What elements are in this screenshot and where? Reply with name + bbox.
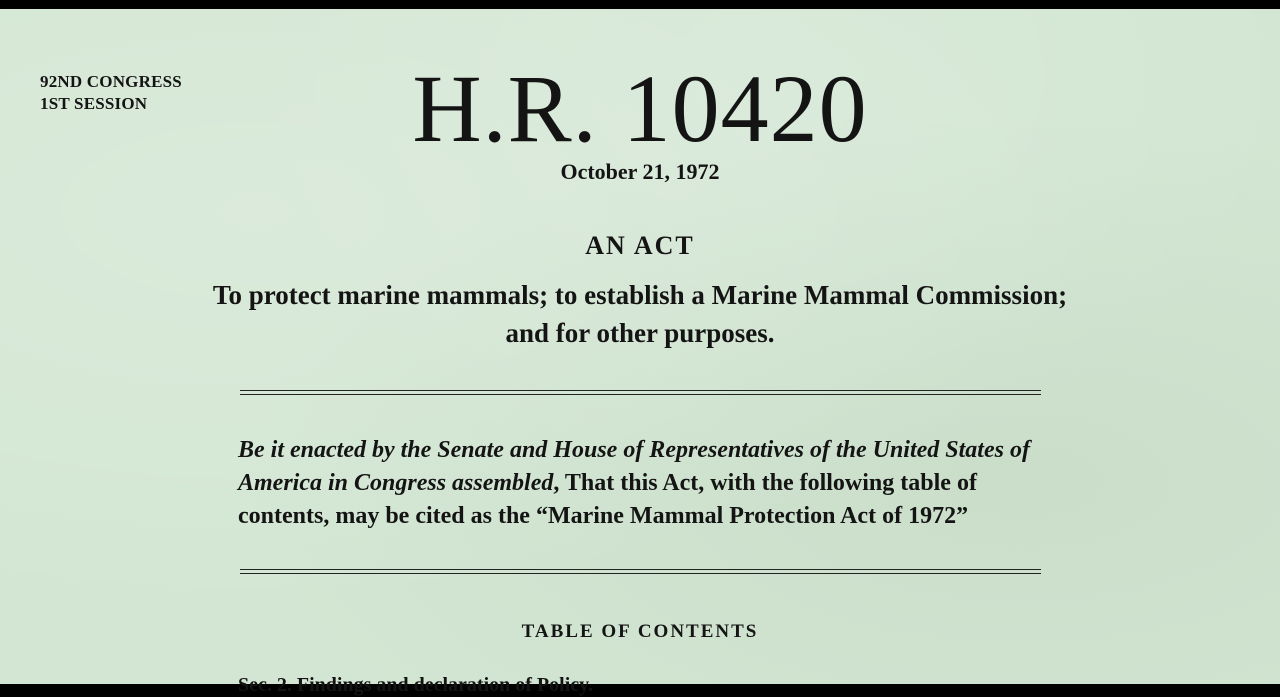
table-of-contents-heading: TABLE OF CONTENTS (521, 621, 759, 642)
enacting-clause (238, 434, 1048, 533)
double-rule-divider (240, 569, 1041, 574)
act-purpose-line-1: To protect marine mammals; to establish a Marine Mammal Commission; (212, 280, 1068, 310)
congress-label: 92ND CONGRESS (40, 72, 182, 91)
bill-date: October 21, 1972 (560, 159, 720, 184)
act-heading: AN ACT (585, 231, 695, 260)
enacting-clause-text: , That this Act, with the following table of contents, may be cited as the “Marine Mammal Protection Act of 1972” (238, 470, 977, 529)
enacting-clause-italic: Be it enacted by the Senate and House of Representatives of the United States of America in Congress assembled (238, 437, 1030, 496)
toc-entry: Sec. 2. Findings and declaration of Policy. (238, 674, 594, 696)
document-page (0, 9, 1280, 696)
act-purpose-line-2: and for other purposes. (505, 318, 775, 348)
bill-number: H.R. 10420 (412, 55, 868, 162)
double-rule-divider (240, 390, 1041, 395)
session-label: 1ST SESSION (40, 94, 148, 113)
act-purpose (150, 276, 1130, 352)
